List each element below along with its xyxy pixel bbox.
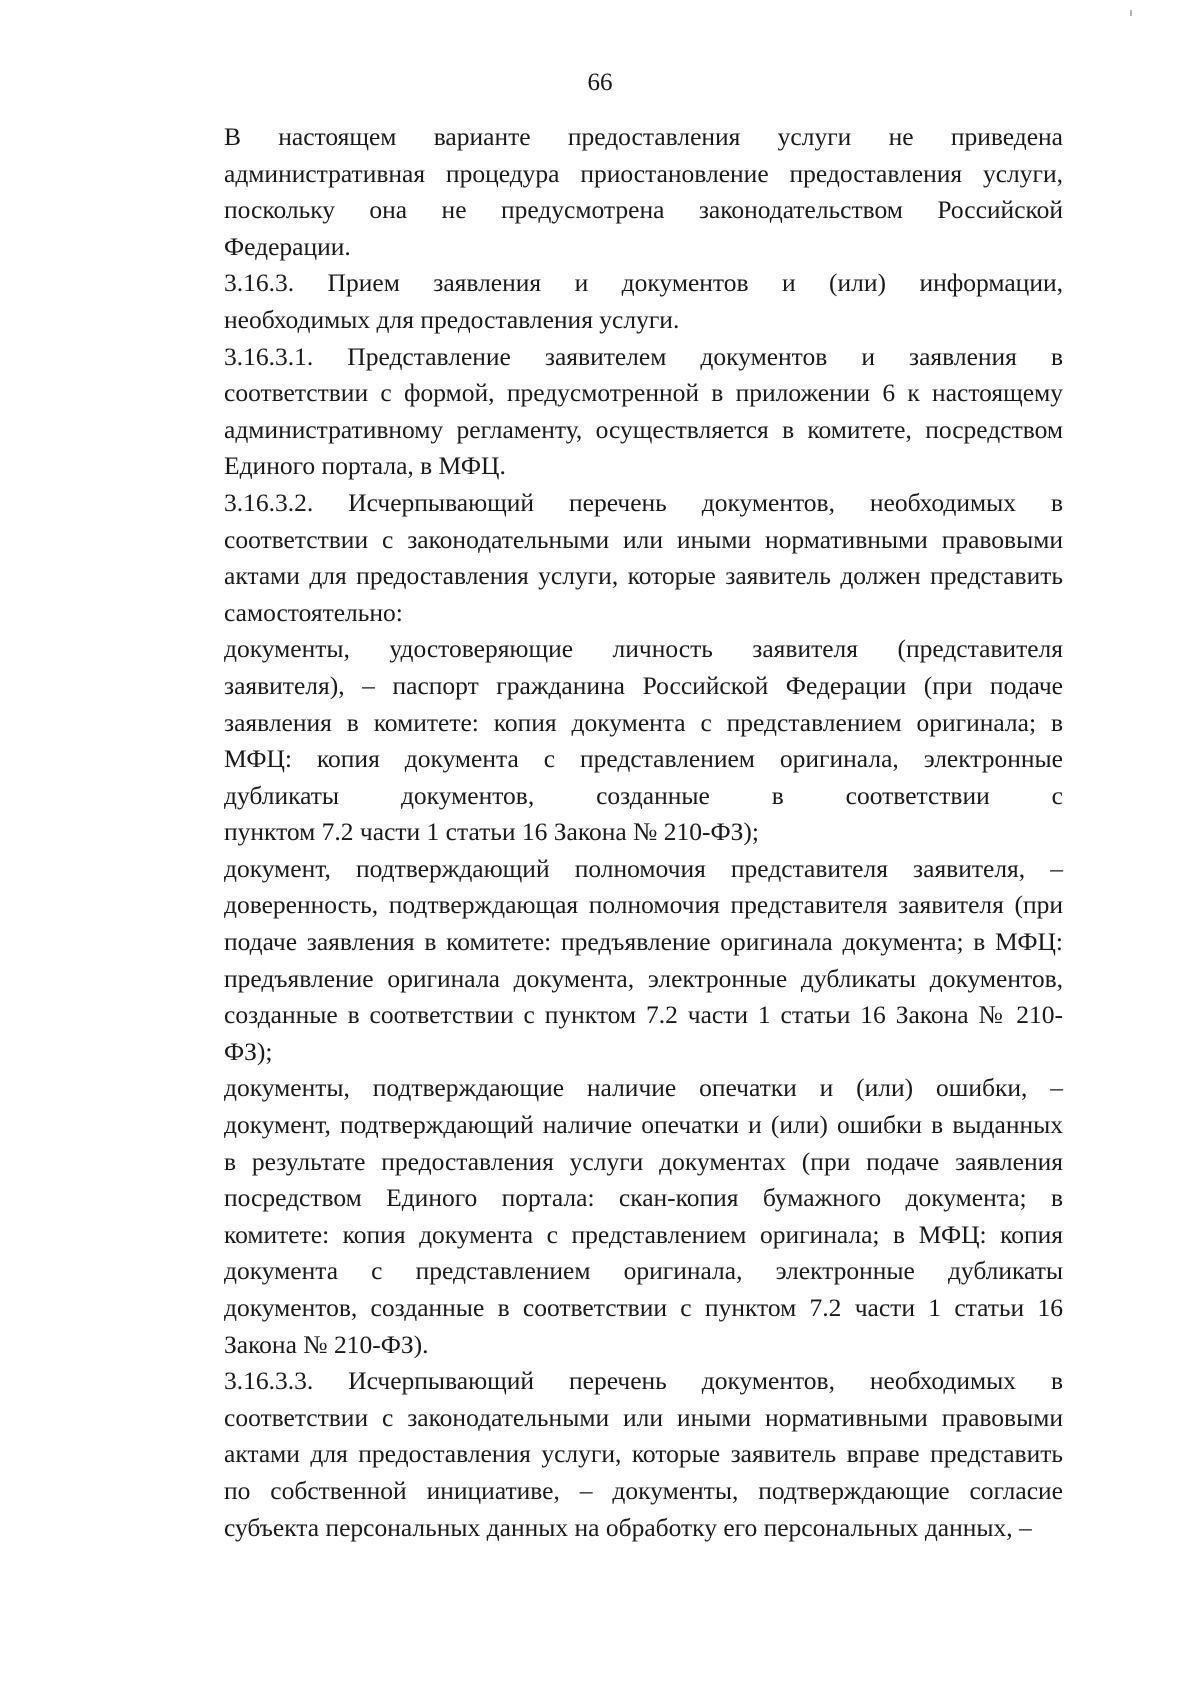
text-line: 3.16.3.2. Исчерпывающий перечень документов, необходимых в xyxy=(224,487,1063,517)
paragraph-authority-document xyxy=(155,851,1063,1071)
text-line: комитете: копия документа с представлением оригинала; в МФЦ: копия xyxy=(224,1219,1063,1249)
document-body xyxy=(155,119,1063,1546)
text-line: предъявление оригинала документа, электронные дубликаты документов, xyxy=(224,963,1063,993)
text-line: пунктом 7.2 части 1 статьи 16 Закона № 210-ФЗ); xyxy=(224,817,760,847)
paragraph-identity-documents xyxy=(155,631,1063,851)
page-number: 66 xyxy=(587,69,613,96)
text-line: субъекта персональных данных на обработку его персональных данных, – xyxy=(224,1512,1032,1542)
text-line: документы, удостоверяющие личность заявителя (представителя xyxy=(224,634,1063,664)
text-line: 3.16.3. Прием заявления и документов и (или) информации, xyxy=(224,268,1063,298)
text-line: соответствии с формой, предусмотренной в приложении 6 к настоящему xyxy=(224,378,1063,408)
text-line: дубликаты документов, созданные в соответствии с xyxy=(224,780,1063,810)
text-line: самостоятельно: xyxy=(224,597,403,627)
text-line: Федерации. xyxy=(224,231,351,261)
paragraph-3-16-3-1 xyxy=(155,339,1063,485)
scan-mark xyxy=(1130,10,1132,16)
text-line: административная процедура приостановление предоставления услуги, xyxy=(224,158,1063,188)
text-line: В настоящем варианте предоставления услуги не приведена xyxy=(224,122,1063,151)
text-line: соответствии с законодательными или иными нормативными правовыми xyxy=(224,1402,1063,1432)
text-line: в результате предоставления услуги документах (при подаче заявления xyxy=(224,1146,1063,1176)
text-line: ФЗ); xyxy=(224,1036,273,1066)
text-line: доверенность, подтверждающая полномочия представителя заявителя (при xyxy=(224,890,1063,920)
paragraph-error-documents xyxy=(155,1070,1063,1363)
text-line: 3.16.3.3. Исчерпывающий перечень документов, необходимых в xyxy=(224,1366,1063,1396)
text-line: посредством Единого портала: скан-копия бумажного документа; в xyxy=(224,1183,1063,1213)
text-line: актами для предоставления услуги, которые заявитель должен представить xyxy=(224,561,1063,591)
text-line: Единого портала, в МФЦ. xyxy=(224,451,506,481)
paragraph-variant-note xyxy=(155,119,1063,265)
paragraph-3-16-3-2 xyxy=(155,485,1063,631)
text-line: заявления в комитете: копия документа с представлением оригинала; в xyxy=(224,707,1063,737)
paragraph-3-16-3 xyxy=(155,265,1063,338)
text-line: документ, подтверждающий наличие опечатки и (или) ошибки в выданных xyxy=(224,1110,1063,1140)
text-line: административному регламенту, осуществляется в комитете, посредством xyxy=(224,414,1063,444)
paragraph-3-16-3-3 xyxy=(155,1363,1063,1546)
text-line: заявителя), – паспорт гражданина Российской Федерации (при подаче xyxy=(224,670,1063,700)
text-line: подаче заявления в комитете: предъявление оригинала документа; в МФЦ: xyxy=(224,927,1063,957)
text-line: соответствии с законодательными или иными нормативными правовыми xyxy=(224,524,1063,554)
text-line: документы, подтверждающие наличие опечатки и (или) ошибки, – xyxy=(224,1073,1063,1103)
text-line: актами для предоставления услуги, которые заявитель вправе представить xyxy=(224,1439,1063,1469)
text-line: документа с представлением оригинала, электронные дубликаты xyxy=(224,1256,1063,1286)
text-line: необходимых для предоставления услуги. xyxy=(224,304,680,334)
text-line: поскольку она не предусмотрена законодательством Российской xyxy=(224,195,1063,225)
text-line: документ, подтверждающий полномочия представителя заявителя, – xyxy=(224,853,1063,883)
text-line: МФЦ: копия документа с представлением оригинала, электронные xyxy=(224,744,1063,774)
text-line: по собственной инициативе, – документы, подтверждающие согласие xyxy=(224,1475,1063,1505)
text-line: 3.16.3.1. Представление заявителем документов и заявления в xyxy=(224,341,1063,371)
text-line: Закона № 210-ФЗ). xyxy=(224,1329,429,1359)
text-line: документов, созданные в соответствии с пунктом 7.2 части 1 статьи 16 xyxy=(224,1293,1063,1322)
text-line: созданные в соответствии с пунктом 7.2 части 1 статьи 16 Закона № 210- xyxy=(224,1000,1063,1030)
